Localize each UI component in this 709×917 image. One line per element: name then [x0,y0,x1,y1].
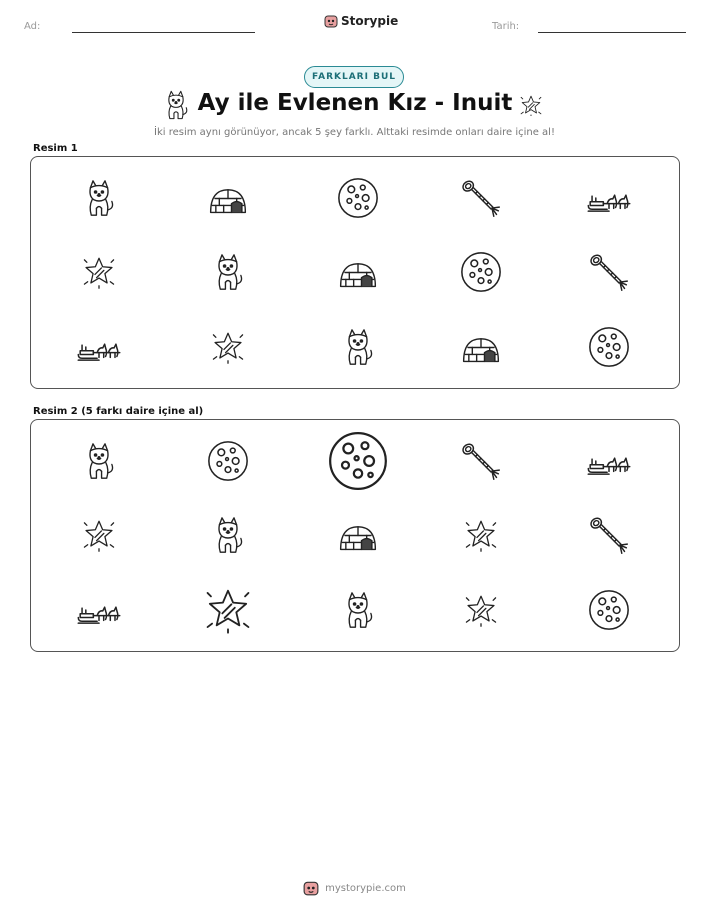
picture2-star-icon[interactable] [464,517,498,553]
picture2-panel [30,419,680,652]
picture1-star-icon[interactable] [211,329,245,365]
picture1-sled-icon[interactable] [75,331,123,363]
picture2-moon-icon[interactable] [587,588,631,632]
date-label: Tarih: [492,21,520,32]
picture1-igloo-icon[interactable] [336,256,380,289]
picture1-sled-icon[interactable] [585,182,633,214]
picture1-moon-icon[interactable] [459,250,503,294]
picture2-star-icon[interactable] [464,592,498,628]
picture2-label: Resim 2 (5 farkı daire içine al) [33,406,204,417]
activity-badge: FARKLARI BUL [304,66,404,88]
date-line [538,32,686,33]
title-star-icon [520,94,542,120]
storypie-logo-icon [324,14,338,28]
picture2-harpoon-icon[interactable] [587,514,631,556]
picture2-husky-icon[interactable] [210,515,246,555]
storypie-logo-icon [303,880,319,896]
picture1-husky-icon[interactable] [340,327,376,367]
picture2-sled-icon[interactable] [75,594,123,626]
picture1-igloo-icon[interactable] [459,331,503,364]
picture2-sled-icon[interactable] [585,445,633,477]
name-line [72,32,255,33]
picture2-moon-icon[interactable] [206,439,250,483]
picture2-harpoon-icon[interactable] [459,440,503,482]
picture1-panel [30,156,680,389]
picture1-star-icon[interactable] [82,254,116,290]
name-label: Ad: [24,21,41,32]
picture1-husky-icon[interactable] [81,178,117,218]
picture1-harpoon-icon[interactable] [587,251,631,293]
footer [0,880,709,896]
picture1-moon-icon[interactable] [336,176,380,220]
page-title: Ay ile Evlenen Kız - Inuit [197,90,513,116]
picture2-igloo-icon[interactable] [336,519,380,552]
picture1-husky-icon[interactable] [210,252,246,292]
picture1-moon-icon[interactable] [587,325,631,369]
picture2-star-icon[interactable] [82,517,116,553]
picture1-harpoon-icon[interactable] [459,177,503,219]
picture2-husky-icon[interactable] [81,441,117,481]
instructions: İki resim aynı görünüyor, ancak 5 şey farklı. Alttaki resimde onları daire içine al! [154,127,555,138]
footer-url: mystorypie.com [325,882,406,894]
picture2-husky-icon[interactable] [340,590,376,630]
brand-name: Storypie [341,14,399,28]
picture2-star-icon[interactable] [204,585,252,635]
picture1-label: Resim 1 [33,143,78,154]
picture1-igloo-icon[interactable] [206,182,250,215]
picture2-moon-icon[interactable] [326,429,390,493]
brand-logo [324,14,398,28]
